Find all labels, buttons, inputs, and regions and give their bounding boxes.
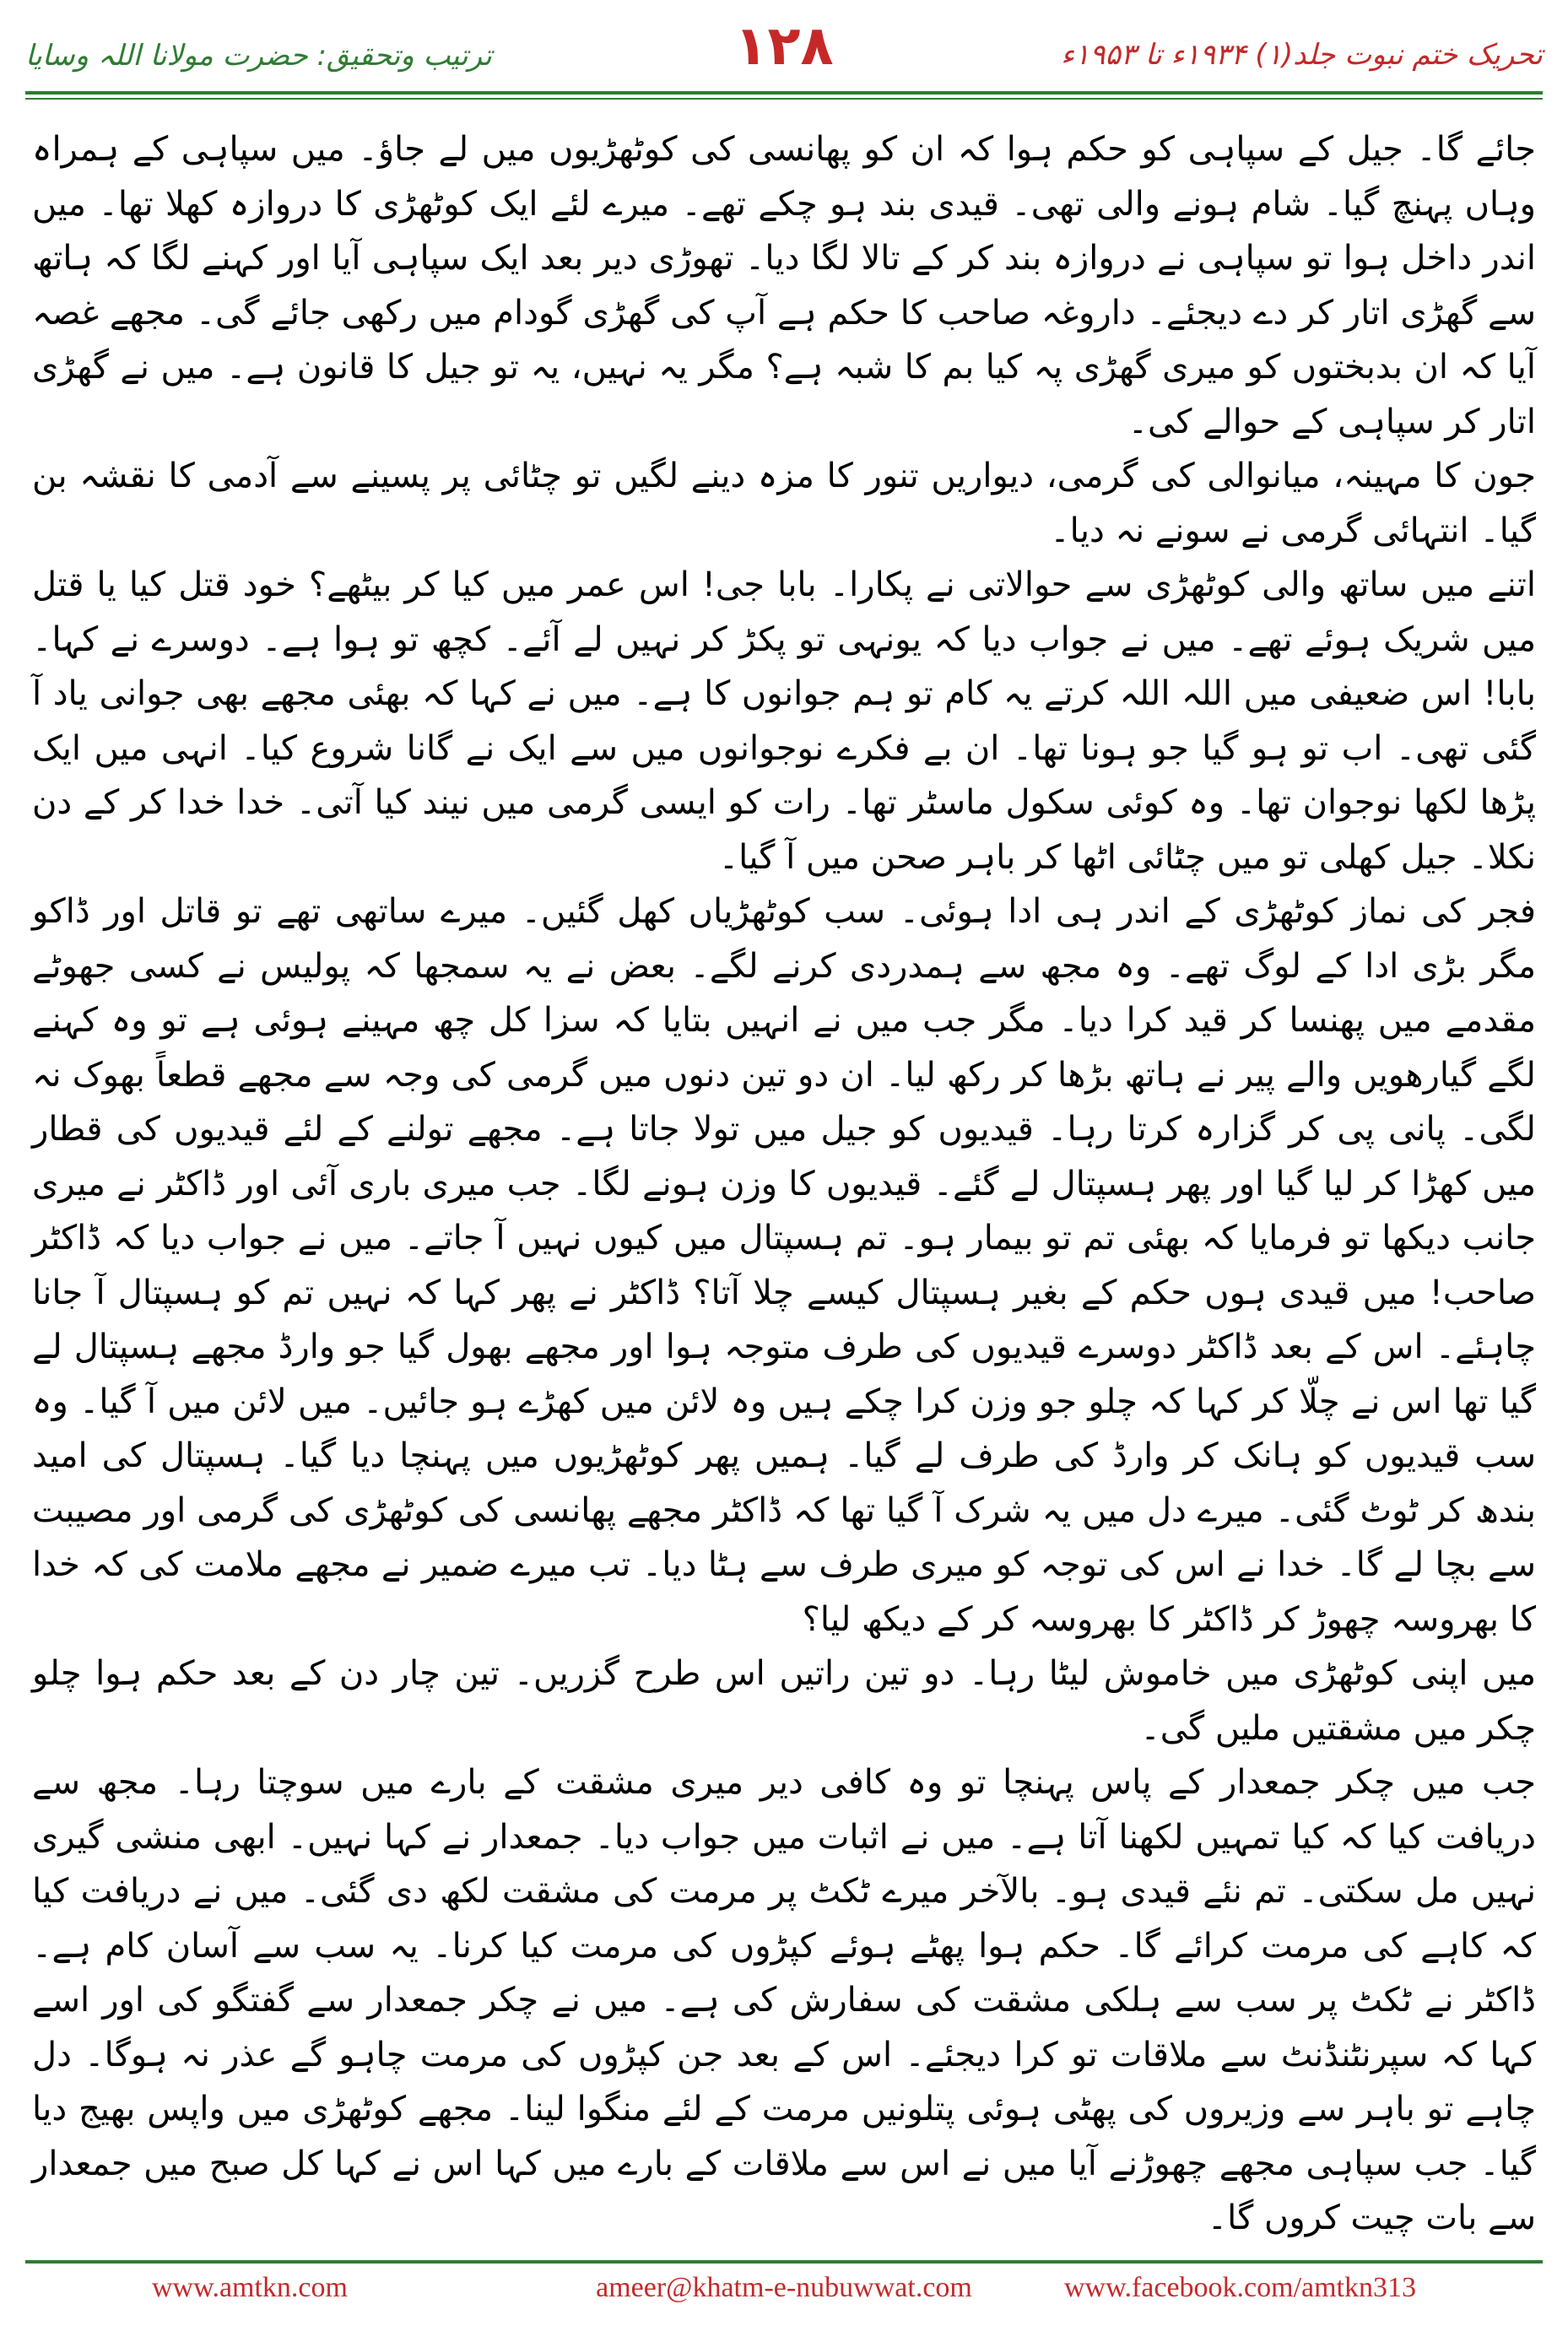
paragraph: جب میں چکر جمعدار کے پاس پہنچا تو وہ کافی دیر میری مشقت کے بارے میں سوچتا رہا۔ مجھ سے دریافت کیا کہ کیا تمہیں لکھنا آتا ہے۔ میں نے اثبات میں جواب دیا۔ جمعدار نے کہا نہیں۔ ابھی منشی گیری نہیں مل سکتی۔ تم نئے قیدی ہو۔ بالآخر میرے ٹکٹ پر مرمت کی مشقت لکھ دی گئی۔ میں نے دریافت کیا کہ کاہے کی مرمت کرائے گا۔ حکم ہوا پھٹے ہوئے کپڑوں کی مرمت کیا کرنا۔ یہ سب سے آسان کام ہے۔ ڈاکٹر نے ٹکٹ پر سب سے ہلکی مشقت کی سفارش کی ہے۔ میں نے چکر جمعدار سے گفتگو کی اور اسے کہا کہ سپرنٹنڈنٹ سے ملاقات تو کرا دیجئے۔ اس کے بعد جن کپڑوں کی مرمت چاہو گے عذر نہ ہوگا۔ دل چاہے تو باہر سے وزیروں کی پھٹی ہوئی پتلونیں مرمت کے لئے منگوا لینا۔ مجھے کوٹھڑی میں واپس بھیج دیا گیا۔ جب سپاہی مجھے چھوڑنے آیا میں نے اس سے ملاقات کے بارے میں کہا اس نے کہا کل صبح میں جمعدار سے بات چیت کروں گا۔ — [32, 1763, 1536, 2237]
footer-website[interactable]: www.amtkn.com — [152, 2272, 348, 2303]
page-header — [0, 0, 1568, 93]
page-footer — [25, 2272, 1543, 2323]
footer-divider — [25, 2260, 1543, 2264]
header-divider — [25, 91, 1543, 95]
body-text — [32, 122, 1536, 2237]
header-divider-thin — [25, 98, 1543, 100]
page-number: ۱۲۸ — [734, 15, 834, 78]
paragraph: اتنے میں ساتھ والی کوٹھڑی سے حوالاتی نے پکارا۔ بابا جی! اس عمر میں کیا کر بیٹھے؟ خود قتل کیا یا قتل میں شریک ہوئے تھے۔ میں نے جواب دیا کہ یونہی تو پکڑ کر نہیں لے آئے۔ کچھ تو ہوا ہے۔ دوسرے نے کہا۔ بابا! اس ضعیفی میں اللہ اللہ کرتے یہ کام تو ہم جوانوں کا ہے۔ میں نے کہا کہ بھئی مجھے بھی جوانی یاد آ گئی تھی۔ اب تو ہو گیا جو ہونا تھا۔ ان بے فکرے نوجوانوں میں سے ایک نے گانا شروع کیا۔ انہی میں ایک پڑھا لکھا نوجوان تھا۔ وہ کوئی سکول ماسٹر تھا۔ رات کو ایسی گرمی میں نیند کیا آتی۔ خدا خدا کر کے دن نکلا۔ جیل کھلی تو میں چٹائی اٹھا کر باہر صحن میں آ گیا۔ — [32, 565, 1536, 877]
footer-email[interactable]: ameer@khatm-e-nubuwwat.com — [596, 2272, 972, 2303]
paragraph: میں اپنی کوٹھڑی میں خاموش لیٹا رہا۔ دو تین راتیں اس طرح گزریں۔ تین چار دن کے بعد حکم ہوا چلو چکر میں مشقتیں ملیں گی۔ — [32, 1654, 1536, 1748]
paragraph: فجر کی نماز کوٹھڑی کے اندر ہی ادا ہوئی۔ سب کوٹھڑیاں کھل گئیں۔ میرے ساتھی تھے تو قاتل اور ڈاکو مگر بڑی ادا کے لوگ تھے۔ وہ مجھ سے ہمدردی کرنے لگے۔ بعض نے یہ سمجھا کہ پولیس نے کسی جھوٹے مقدمے میں پھنسا کر قید کرا دیا۔ مگر جب میں نے انہیں بتایا کہ سزا کل چھ مہینے ہوئی ہے تو وہ کہنے لگے گیارھویں والے پیر نے ہاتھ بڑھا کر رکھ لیا۔ ان دو تین دنوں میں گرمی کی وجہ سے مجھے قطعاً بھوک نہ لگی۔ پانی پی کر گزارہ کرتا رہا۔ قیدیوں کو جیل میں تولا جاتا ہے۔ مجھے تولنے کے لئے قیدیوں کی قطار میں کھڑا کر لیا گیا اور پھر ہسپتال لے گئے۔ قیدیوں کا وزن ہونے لگا۔ جب میری باری آئی اور ڈاکٹر نے میری جانب دیکھا تو فرمایا کہ بھئی تم تو بیمار ہو۔ تم ہسپتال میں کیوں نہیں آ جاتے۔ میں نے جواب دیا کہ ڈاکٹر صاحب! میں قیدی ہوں حکم کے بغیر ہسپتال کیسے چلا آتا؟ ڈاکٹر نے پھر کہا کہ نہیں تم کو ہسپتال آ جانا چاہئے۔ اس کے بعد ڈاکٹر دوسرے قیدیوں کی طرف متوجہ ہوا اور مجھے بھول گیا جو وارڈ مجھے ہسپتال لے گیا تھا اس نے چلّا کر کہا کہ چلو جو وزن کرا چکے ہیں وہ لائن میں کھڑے ہو جائیں۔ میں لائن میں آ گیا۔ وہ سب قیدیوں کو ہانک کر وارڈ کی طرف لے گیا۔ ہمیں پھر کوٹھڑیوں میں پہنچا دیا گیا۔ ہسپتال کی امید بندھ کر ٹوٹ گئی۔ میرے دل میں یہ شرک آ گیا تھا کہ ڈاکٹر مجھے پھانسی کی کوٹھڑی کی گرمی اور مصیبت سے بچا لے گا۔ خدا نے اس کی توجہ کو میری طرف سے ہٹا دیا۔ تب میرے ضمیر نے مجھے ملامت کی کہ خدا کا بھروسہ چھوڑ کر ڈاکٹر کا بھروسہ کر کے دیکھ لیا؟ — [32, 892, 1536, 1639]
paragraph: جائے گا۔ جیل کے سپاہی کو حکم ہوا کہ ان کو پھانسی کی کوٹھڑیوں میں لے جاؤ۔ میں سپاہی کے ہمراہ وہاں پہنچ گیا۔ شام ہونے والی تھی۔ قیدی بند ہو چکے تھے۔ میرے لئے ایک کوٹھڑی کا دروازہ کھلا تھا۔ میں اندر داخل ہوا تو سپاہی نے دروازہ بند کر کے تالا لگا دیا۔ تھوڑی دیر بعد ایک سپاہی آیا اور کہنے لگا کہ ہاتھ سے گھڑی اتار کر دے دیجئے۔ داروغہ صاحب کا حکم ہے آپ کی گھڑی گودام میں رکھی جائے گی۔ مجھے غصہ آیا کہ ان بدبختوں کو میری گھڑی پہ کیا بم کا شبہ ہے؟ مگر یہ نہیں، یہ تو جیل کا قانون ہے۔ میں نے گھڑی اتار کر سپاہی کے حوالے کی۔ — [32, 130, 1536, 441]
book-title: تحریک ختم نبوت جلد(۱) ۱۹۳۴ء تا ۱۹۵۳ء — [1061, 38, 1543, 72]
footer-facebook[interactable]: www.facebook.com/amtkn313 — [1063, 2272, 1416, 2303]
compiler-credit: ترتیب وتحقیق: حضرت مولانا اللہ وسایا — [25, 39, 492, 73]
paragraph: جون کا مہینہ، میانوالی کی گرمی، دیواریں تنور کا مزہ دینے لگیں تو چٹائی پر پسینے سے آدمی کا نقشہ بن گیا۔ انتہائی گرمی نے سونے نہ دیا۔ — [32, 457, 1536, 550]
